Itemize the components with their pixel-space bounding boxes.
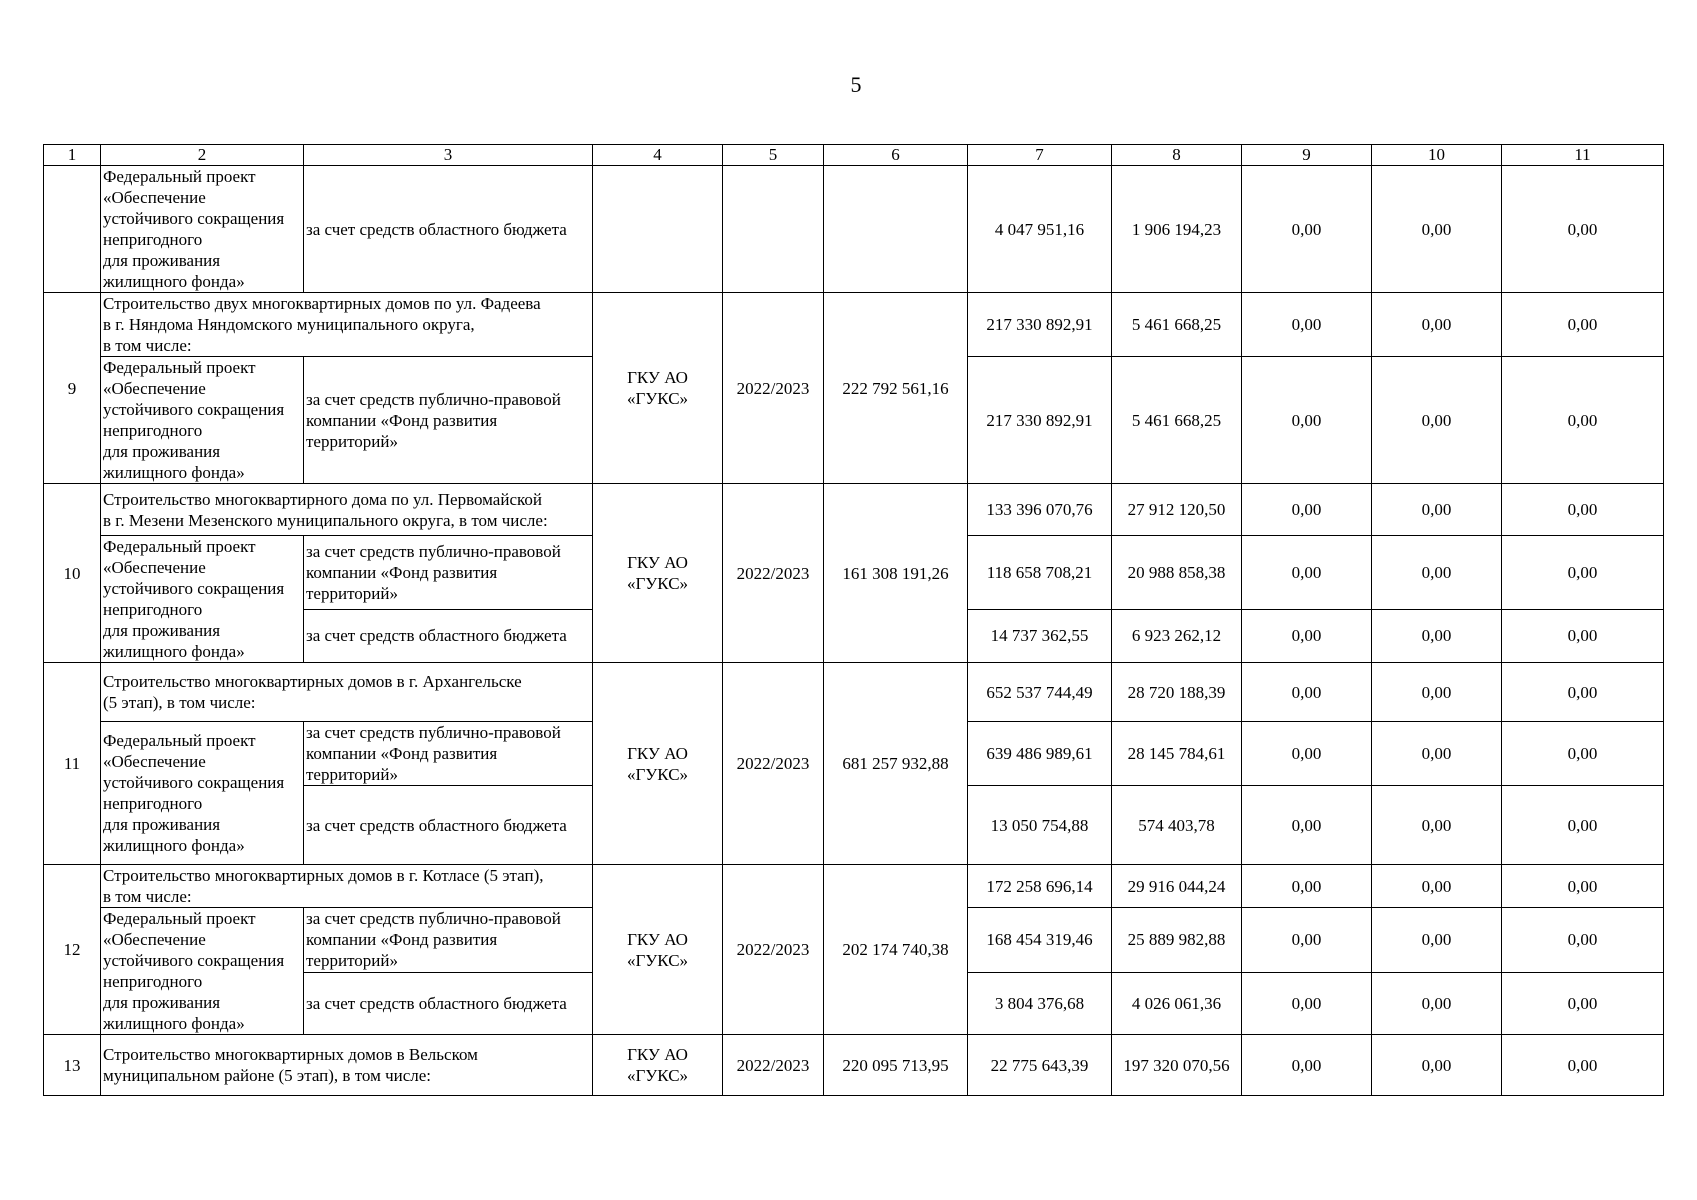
value-cell: 0,00 bbox=[1372, 484, 1502, 536]
page-number: 5 bbox=[850, 72, 862, 97]
value-cell: 0,00 bbox=[1502, 536, 1664, 610]
value-cell: 0,00 bbox=[1242, 786, 1372, 865]
column-header: 3 bbox=[304, 145, 593, 166]
value-cell: 29 916 044,24 bbox=[1112, 865, 1242, 908]
project-name-cell: Федеральный проект «Обеспечение устойчивого сокращения непригодного для проживания жилищного фонда» bbox=[101, 722, 304, 865]
object-row bbox=[44, 663, 1664, 722]
value-cell: 20 988 858,38 bbox=[1112, 536, 1242, 610]
period-cell bbox=[723, 166, 824, 293]
funding-source-cell: за счет средств публично-правовой компании «Фонд развития территорий» bbox=[304, 908, 593, 973]
executor-cell: ГКУ АО «ГУКС» bbox=[593, 865, 723, 1035]
period-cell: 2022/2023 bbox=[723, 663, 824, 865]
value-cell: 168 454 319,46 bbox=[968, 908, 1112, 973]
value-cell: 0,00 bbox=[1372, 609, 1502, 662]
project-name-cell: Федеральный проект «Обеспечение устойчивого сокращения непригодного для проживания жилищного фонда» bbox=[101, 908, 304, 1035]
value-cell: 28 720 188,39 bbox=[1112, 663, 1242, 722]
row-number-cell: 12 bbox=[44, 865, 101, 1035]
row-number-cell bbox=[44, 166, 101, 293]
column-header: 10 bbox=[1372, 145, 1502, 166]
value-cell: 4 047 951,16 bbox=[968, 166, 1112, 293]
value-cell: 0,00 bbox=[1242, 357, 1372, 484]
funding-source-cell: за счет средств публично-правовой компании «Фонд развития территорий» bbox=[304, 357, 593, 484]
executor-cell bbox=[593, 166, 723, 293]
value-cell: 574 403,78 bbox=[1112, 786, 1242, 865]
cost-cell: 222 792 561,16 bbox=[824, 293, 968, 484]
column-header: 11 bbox=[1502, 145, 1664, 166]
value-cell: 0,00 bbox=[1502, 722, 1664, 786]
column-header: 5 bbox=[723, 145, 824, 166]
value-cell: 0,00 bbox=[1372, 166, 1502, 293]
value-cell: 28 145 784,61 bbox=[1112, 722, 1242, 786]
value-cell: 4 026 061,36 bbox=[1112, 972, 1242, 1035]
object-title-cell: Строительство многоквартирных домов в г. Котласе (5 этап), в том числе: bbox=[101, 865, 593, 908]
value-cell: 0,00 bbox=[1372, 1035, 1502, 1096]
value-cell: 0,00 bbox=[1502, 293, 1664, 357]
value-cell: 118 658 708,21 bbox=[968, 536, 1112, 610]
value-cell: 0,00 bbox=[1372, 293, 1502, 357]
row-number-cell: 10 bbox=[44, 484, 101, 663]
value-cell: 3 804 376,68 bbox=[968, 972, 1112, 1035]
value-cell: 0,00 bbox=[1502, 166, 1664, 293]
value-cell: 0,00 bbox=[1372, 357, 1502, 484]
object-row bbox=[44, 293, 1664, 357]
object-title-cell: Строительство многоквартирных домов в г. Архангельске (5 этап), в том числе: bbox=[101, 663, 593, 722]
value-cell: 0,00 bbox=[1242, 293, 1372, 357]
value-cell: 133 396 070,76 bbox=[968, 484, 1112, 536]
value-cell: 0,00 bbox=[1242, 663, 1372, 722]
value-cell: 0,00 bbox=[1502, 865, 1664, 908]
value-cell: 22 775 643,39 bbox=[968, 1035, 1112, 1096]
value-cell: 13 050 754,88 bbox=[968, 786, 1112, 865]
period-cell: 2022/2023 bbox=[723, 293, 824, 484]
object-title-cell: Строительство многоквартирных домов в Вельском муниципальном районе (5 этап), в том числе: bbox=[101, 1035, 593, 1096]
funding-source-cell: за счет средств публично-правовой компании «Фонд развития территорий» bbox=[304, 722, 593, 786]
value-cell: 0,00 bbox=[1502, 908, 1664, 973]
project-name-cell: Федеральный проект «Обеспечение устойчивого сокращения непригодного для проживания жилищного фонда» bbox=[101, 166, 304, 293]
project-name-cell: Федеральный проект «Обеспечение устойчивого сокращения непригодного для проживания жилищного фонда» bbox=[101, 357, 304, 484]
funding-source-cell: за счет средств областного бюджета bbox=[304, 166, 593, 293]
value-cell: 0,00 bbox=[1502, 357, 1664, 484]
value-cell: 0,00 bbox=[1242, 972, 1372, 1035]
row-number-cell: 9 bbox=[44, 293, 101, 484]
value-cell: 0,00 bbox=[1372, 722, 1502, 786]
value-cell: 0,00 bbox=[1242, 536, 1372, 610]
executor-cell: ГКУ АО «ГУКС» bbox=[593, 293, 723, 484]
object-title-cell: Строительство многоквартирного дома по ул. Первомайской в г. Мезени Мезенского муниципального округа, в том числе: bbox=[101, 484, 593, 536]
header-row bbox=[44, 145, 1664, 166]
value-cell: 0,00 bbox=[1372, 786, 1502, 865]
value-cell: 6 923 262,12 bbox=[1112, 609, 1242, 662]
value-cell: 0,00 bbox=[1372, 663, 1502, 722]
row-number-cell: 13 bbox=[44, 1035, 101, 1096]
executor-cell: ГКУ АО «ГУКС» bbox=[593, 484, 723, 663]
period-cell: 2022/2023 bbox=[723, 865, 824, 1035]
column-header: 8 bbox=[1112, 145, 1242, 166]
value-cell: 0,00 bbox=[1502, 484, 1664, 536]
funding-source-cell: за счет средств областного бюджета bbox=[304, 972, 593, 1035]
object-row bbox=[44, 865, 1664, 908]
object-row bbox=[44, 484, 1664, 536]
value-cell: 0,00 bbox=[1502, 609, 1664, 662]
value-cell: 172 258 696,14 bbox=[968, 865, 1112, 908]
value-cell: 0,00 bbox=[1502, 786, 1664, 865]
value-cell: 0,00 bbox=[1372, 865, 1502, 908]
value-cell: 217 330 892,91 bbox=[968, 293, 1112, 357]
column-header: 1 bbox=[44, 145, 101, 166]
value-cell: 0,00 bbox=[1242, 609, 1372, 662]
value-cell: 0,00 bbox=[1242, 865, 1372, 908]
object-title-cell: Строительство двух многоквартирных домов по ул. Фадеева в г. Няндома Няндомского муниципального округа, в том числе: bbox=[101, 293, 593, 357]
period-cell: 2022/2023 bbox=[723, 1035, 824, 1096]
value-cell: 5 461 668,25 bbox=[1112, 293, 1242, 357]
funding-source-cell: за счет средств публично-правовой компании «Фонд развития территорий» bbox=[304, 536, 593, 610]
value-cell: 0,00 bbox=[1502, 972, 1664, 1035]
value-cell: 25 889 982,88 bbox=[1112, 908, 1242, 973]
cost-cell: 161 308 191,26 bbox=[824, 484, 968, 663]
executor-cell: ГКУ АО «ГУКС» bbox=[593, 1035, 723, 1096]
project-name-cell: Федеральный проект «Обеспечение устойчивого сокращения непригодного для проживания жилищного фонда» bbox=[101, 536, 304, 663]
column-header: 6 bbox=[824, 145, 968, 166]
budget-table bbox=[43, 144, 1664, 1096]
value-cell: 217 330 892,91 bbox=[968, 357, 1112, 484]
value-cell: 14 737 362,55 bbox=[968, 609, 1112, 662]
column-header: 7 bbox=[968, 145, 1112, 166]
cost-cell: 220 095 713,95 bbox=[824, 1035, 968, 1096]
value-cell: 0,00 bbox=[1502, 1035, 1664, 1096]
row-number-cell: 11 bbox=[44, 663, 101, 865]
value-cell: 0,00 bbox=[1242, 484, 1372, 536]
cost-cell: 202 174 740,38 bbox=[824, 865, 968, 1035]
value-cell: 197 320 070,56 bbox=[1112, 1035, 1242, 1096]
cost-cell: 681 257 932,88 bbox=[824, 663, 968, 865]
value-cell: 1 906 194,23 bbox=[1112, 166, 1242, 293]
value-cell: 27 912 120,50 bbox=[1112, 484, 1242, 536]
funding-source-cell: за счет средств областного бюджета bbox=[304, 786, 593, 865]
value-cell: 5 461 668,25 bbox=[1112, 357, 1242, 484]
column-header: 2 bbox=[101, 145, 304, 166]
period-cell: 2022/2023 bbox=[723, 484, 824, 663]
value-cell: 0,00 bbox=[1242, 166, 1372, 293]
value-cell: 0,00 bbox=[1242, 1035, 1372, 1096]
value-cell: 0,00 bbox=[1372, 536, 1502, 610]
funding-source-cell: за счет средств областного бюджета bbox=[304, 609, 593, 662]
executor-cell: ГКУ АО «ГУКС» bbox=[593, 663, 723, 865]
column-header: 4 bbox=[593, 145, 723, 166]
value-cell: 0,00 bbox=[1372, 972, 1502, 1035]
value-cell: 0,00 bbox=[1372, 908, 1502, 973]
value-cell: 0,00 bbox=[1502, 663, 1664, 722]
value-cell: 639 486 989,61 bbox=[968, 722, 1112, 786]
column-header: 9 bbox=[1242, 145, 1372, 166]
table-row bbox=[44, 166, 1664, 293]
cost-cell bbox=[824, 166, 968, 293]
value-cell: 0,00 bbox=[1242, 908, 1372, 973]
value-cell: 652 537 744,49 bbox=[968, 663, 1112, 722]
object-row bbox=[44, 1035, 1664, 1096]
value-cell: 0,00 bbox=[1242, 722, 1372, 786]
